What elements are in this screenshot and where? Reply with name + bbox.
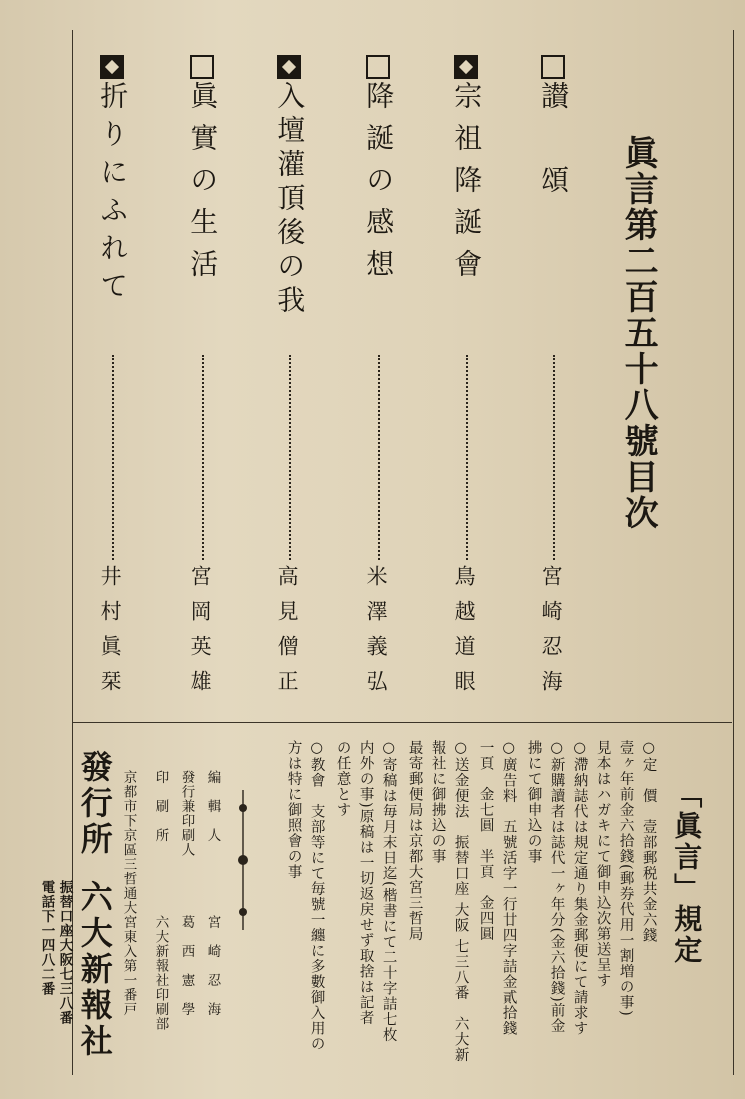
leader-dots [553,355,555,560]
leader-dots [378,355,380,560]
leader-dots [289,355,291,560]
publisher-account: 振替口座大阪七三八番 [56,880,73,1025]
rule-line: 最寄郵便局は京都大宮三哲局 [406,740,423,942]
toc-title: 眞實の生活 [186,81,220,291]
rule-line: ○寄稿は毎月末日迄(楷書にて二十字詰七枚 [380,740,397,1043]
rule-line: ○滯納誌代は規定通り集金郵便にて請求す [571,740,588,1036]
toc-item[interactable] [186,55,226,705]
publisher-name-large: 六大新報社 [75,880,114,1060]
toc-item[interactable] [450,55,490,705]
rule-line: ○定 價 壹部郵税共金六錢 [640,740,657,943]
toc-title: 降誕の感想 [362,81,396,291]
editor-label: 編 輯 人 [204,770,221,843]
rule-line: の任意とす [334,740,351,818]
toc-title: 折りにふれて [96,81,130,309]
section-divider [72,722,732,723]
open-square-icon [541,55,565,79]
address: 京都市下京區三哲通大宮東入第一番戸 [120,770,137,1017]
toc-item[interactable] [96,55,136,705]
publisher-phone: 電話下一四八二番 [38,880,55,996]
leader-dots [202,355,204,560]
open-square-icon [190,55,214,79]
rule-line: ○送金便法 振替口座 大阪 七三八番 六大新 [452,740,469,1063]
toc-title: 宗祖降誕會 [450,81,484,291]
ornament-divider-icon [234,790,252,930]
publisher-name: 葛 西 憲 學 [178,915,195,1017]
rules-heading: 「眞言」規定 [670,780,704,966]
publisher-label-large: 發行所 [75,750,114,858]
toc-title: 入壇灌頂後の我 [273,81,307,319]
printer-label: 印 刷 所 [152,770,169,843]
toc-author: 井村眞栞 [98,565,123,705]
toc-author: 宮崎忍海 [539,565,564,705]
rule-line: 一頁 金七圓 半頁 金四圓 [477,740,494,942]
toc-author: 宮岡英雄 [188,565,213,705]
diamond-square-icon [277,55,301,79]
rule-line: ○廣告料 五號活字一行廿四字詰金貳拾錢 [500,740,517,1036]
toc-item[interactable] [362,55,402,705]
toc-author: 米澤義弘 [364,565,389,705]
rule-line: ○教會 支部等にて毎號一纏に多數御入用の [308,740,325,1052]
toc-author: 鳥越道眼 [452,565,477,705]
rule-line: 拂にて御申込の事 [525,740,542,864]
issue-title: 眞言第二百五十八號目次 [618,135,659,531]
toc-item[interactable] [273,55,313,705]
toc-item[interactable] [537,55,577,705]
rule-line: 壹ヶ年前金六拾錢(郵券代用一割増の事) [617,740,634,1017]
rule-line: 報社に御拂込の事 [429,740,446,864]
editor-name: 宮 崎 忍 海 [204,915,221,1017]
rule-line: 方は特に御照會の事 [285,740,302,880]
diamond-square-icon [100,55,124,79]
printer-name: 六大新報社印刷部 [152,915,169,1031]
publisher-label: 發行兼印刷人 [178,770,195,857]
leader-dots [466,355,468,560]
toc-author: 高見僧正 [275,565,300,705]
diamond-square-icon [454,55,478,79]
leader-dots [112,355,114,560]
open-square-icon [366,55,390,79]
rule-line: ○新購讀者は誌代一ヶ年分(金六拾錢)前金 [548,740,565,1034]
rule-line: 見本はハガキにて御申込次第送呈す [594,740,611,988]
toc-title: 讃 頌 [537,81,571,207]
rule-line: 内外の事)原稿は一切返戻せず取捨は記者 [357,740,374,1026]
